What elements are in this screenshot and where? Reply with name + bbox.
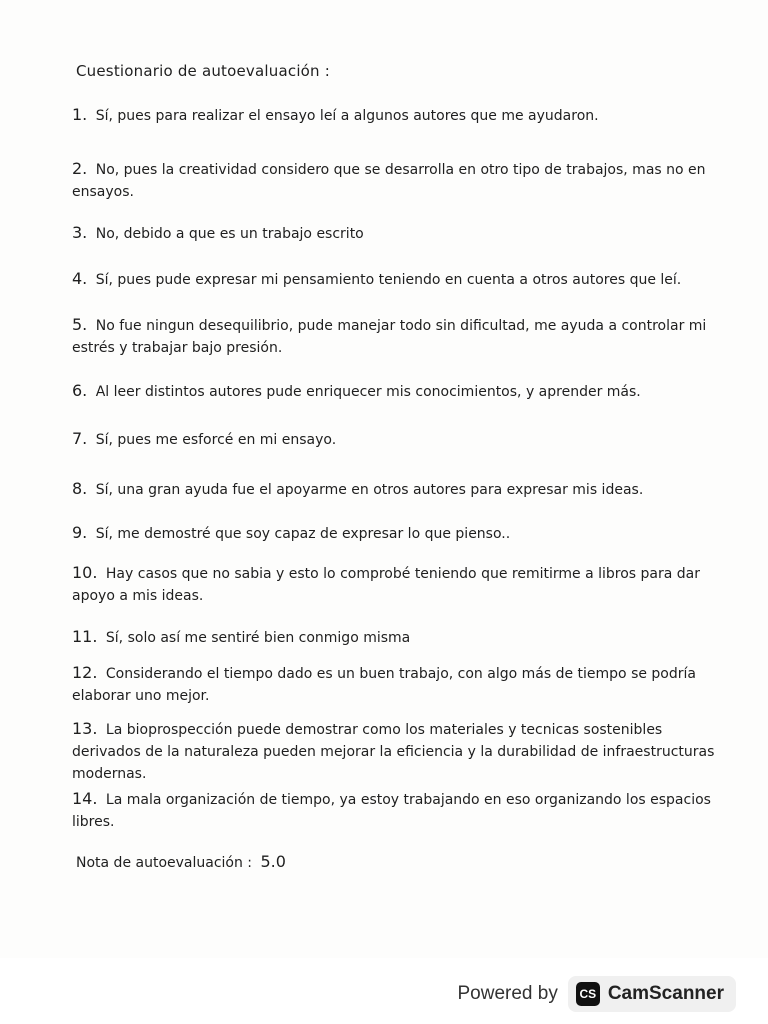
answer-1 <box>72 104 722 127</box>
camscanner-badge <box>568 976 736 1012</box>
answer-8 <box>72 478 722 501</box>
answer-number: 3. <box>72 223 88 242</box>
answer-text: La bioprospección puede demostrar como los materiales y tecnicas sostenibles derivados de la naturaleza pueden mejorar la eficiencia y la durabilidad de infraestructuras modernas. <box>72 722 715 782</box>
answer-6 <box>72 380 722 403</box>
answer-10 <box>72 562 722 607</box>
answer-text: Sí, pues para realizar el ensayo leí a algunos autores que me ayudaron. <box>95 108 599 124</box>
answer-2 <box>72 158 722 203</box>
answer-11 <box>72 626 722 649</box>
answer-number: 2. <box>72 159 88 178</box>
answer-number: 1. <box>72 105 88 124</box>
answer-5 <box>72 314 722 359</box>
answer-number: 7. <box>72 429 88 448</box>
answer-7 <box>72 428 722 451</box>
answer-text: Sí, una gran ayuda fue el apoyarme en otros autores para expresar mis ideas. <box>95 482 644 498</box>
answer-number: 13. <box>72 719 98 738</box>
answer-text: No fue ningun desequilibrio, pude manejar todo sin dificultad, me ayuda a controlar mi estrés y trabajar bajo presión. <box>72 318 707 356</box>
answer-text: No, debido a que es un trabajo escrito <box>95 226 364 242</box>
grade-value: 5.0 <box>260 852 286 871</box>
answer-13 <box>72 718 722 785</box>
answer-text: Hay casos que no sabia y esto lo comprobé teniendo que remitirme a libros para dar apoyo a mis ideas. <box>72 566 701 604</box>
answer-3 <box>72 222 722 245</box>
answer-4 <box>72 268 722 291</box>
answer-text: Al leer distintos autores pude enriquecer mis conocimientos, y aprender más. <box>95 384 641 400</box>
answer-text: Sí, solo así me sentiré bien conmigo misma <box>105 630 411 646</box>
answer-number: 8. <box>72 479 88 498</box>
answer-number: 11. <box>72 627 98 646</box>
self-grade <box>76 852 286 871</box>
answer-number: 14. <box>72 789 98 808</box>
answer-text: Sí, pues me esforcé en mi ensayo. <box>95 432 337 448</box>
camscanner-brand-name: CamScanner <box>607 983 724 1004</box>
answer-text: Sí, me demostré que soy capaz de expresar lo que pienso.. <box>95 526 511 542</box>
answer-text: Considerando el tiempo dado es un buen trabajo, con algo más de tiempo se podría elaborar uno mejor. <box>72 666 696 704</box>
answer-text: Sí, pues pude expresar mi pensamiento teniendo en cuenta a otros autores que leí. <box>95 272 682 288</box>
document-title: Cuestionario de autoevaluación : <box>76 62 330 80</box>
camscanner-watermark <box>457 972 750 1016</box>
grade-label: Nota de autoevaluación : <box>76 855 253 871</box>
powered-by-label: Powered by <box>457 983 558 1004</box>
answer-number: 4. <box>72 269 88 288</box>
camscanner-logo-icon: CS <box>576 982 600 1006</box>
answer-12 <box>72 662 722 707</box>
answer-number: 6. <box>72 381 88 400</box>
answer-text: No, pues la creatividad considero que se desarrolla en otro tipo de trabajos, mas no en ensayos. <box>72 162 706 200</box>
answer-14 <box>72 788 722 833</box>
answer-9 <box>72 522 722 545</box>
answer-text: La mala organización de tiempo, ya estoy trabajando en eso organizando los espacios libres. <box>72 792 711 830</box>
answer-number: 5. <box>72 315 88 334</box>
answer-number: 9. <box>72 523 88 542</box>
answer-number: 10. <box>72 563 98 582</box>
answer-number: 12. <box>72 663 98 682</box>
